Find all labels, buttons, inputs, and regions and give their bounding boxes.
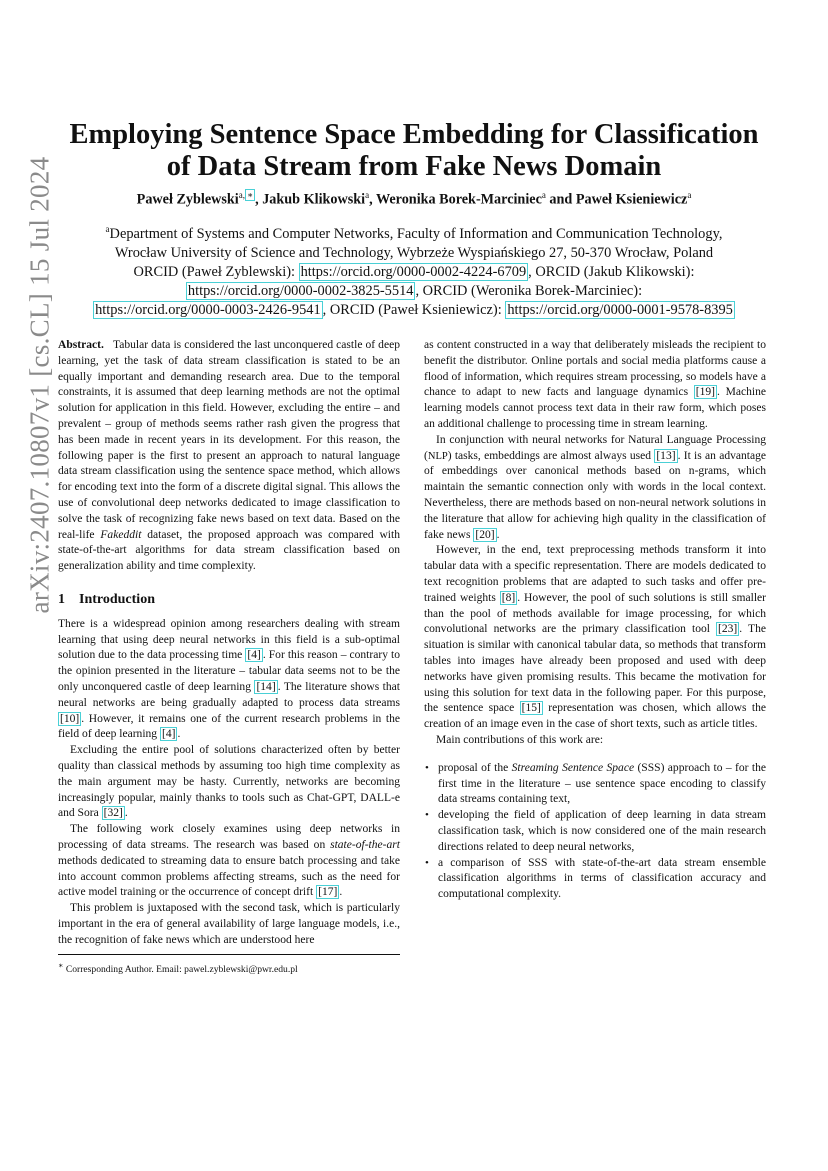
list-item: • proposal of the Streaming Sentence Space (SSS) approach to – for the first time in the literature – use sentence space encoding to classify data streams containing text, xyxy=(425,761,766,806)
contributions-list xyxy=(424,761,766,903)
body-paragraph: However, in the end, text preprocessing methods transform it into tabular data with a specific representation. There are models dedicated to text recognition problems that are adapted to such tasks and offer pre-trained weights [8] . However, the pool of such solutions is still smaller than the pool of methods available for image processing, for which convolutional networks are the primary classification tool [23] . The situation is similar with canonical tabular data, so methods that transform tables into images have already been proposed and used with deep networks have given promising results. This became the motivation for using this solution for text data in the following paper. For this purpose, the sentence space [15] representation was chosen, which allows the creation of an image even in the case of short texts, such as article titles. xyxy=(424,544,766,731)
orcid-link-zyblewski[interactable]: https://orcid.org/0000-0002-4224-6709 xyxy=(300,263,527,280)
citation-link[interactable]: [19] xyxy=(695,386,716,399)
author-name: and Paweł Ksieniewicz xyxy=(545,191,688,208)
orcid-link-borek-marciniec[interactable]: https://orcid.org/0000-0003-2426-9541 xyxy=(95,301,321,318)
orcid-link-klikowski[interactable]: https://orcid.org/0000-0002-3825-5514 xyxy=(187,282,414,299)
orcid-link-ksieniewicz[interactable]: https://orcid.org/0000-0001-9578-8395 xyxy=(507,301,733,318)
arxiv-identifier-text: arXiv:2407.10807v1 [cs.CL] 15 Jul 2024 xyxy=(24,156,55,614)
footnote: ∗ Corresponding Author. Email: pawel.zyblewski@pwr.edu.pl xyxy=(58,961,298,976)
citation-link[interactable]: [4] xyxy=(161,728,176,741)
paper-title xyxy=(40,119,788,183)
author-name: Paweł Zyblewski xyxy=(136,191,239,208)
orcid-label: ORCID (Paweł Zyblewski): xyxy=(133,263,299,280)
orcid-label: , ORCID (Paweł Ksieniewicz): xyxy=(322,301,506,318)
left-column xyxy=(58,338,400,948)
list-item: • developing the field of application of deep learning in data stream classification task, which is now considered one of the main research directions related to deep neural networks, xyxy=(425,809,766,853)
body-paragraph: as content constructed in a way that deliberately misleads the recipient to benefit the distributor. Online portals and social media platforms cause a flood of information, which requires stream processing, so models have a chance to adapt to new facts and language dynamics [19] . Machine learning models cannot process text data in their raw form, which poses an additional challenge to processing time in stream learning. xyxy=(424,339,766,430)
citation-link[interactable]: [10] xyxy=(60,712,80,725)
citation-link[interactable]: [13] xyxy=(656,449,676,462)
citation-link[interactable]: [32] xyxy=(103,807,123,820)
title-line-2: of Data Stream from Fake News Domain xyxy=(166,151,662,182)
citation-link[interactable]: [15] xyxy=(521,702,541,715)
abstract-label: Abstract. xyxy=(58,339,104,351)
arxiv-identifier xyxy=(20,156,60,614)
footnote-rule xyxy=(58,954,400,955)
citation-link[interactable]: [14] xyxy=(256,680,276,693)
author-affil-mark: a xyxy=(687,190,692,200)
orcid-label: , ORCID (Jakub Klikowski): xyxy=(528,263,695,280)
section-heading: 1 Introduction xyxy=(58,591,155,607)
list-item: • a comparison of SSS with state-of-the-art data stream ensemble classification algorithms in terms of classification accuracy and computational complexity. xyxy=(425,856,766,901)
citation-link[interactable]: [4] xyxy=(247,649,261,662)
affil-line-2: Wrocław University of Science and Technology, Wybrzeże Wyspiańskiego 27, 50-370 Wrocław, Poland xyxy=(114,244,714,261)
citation-link[interactable]: [8] xyxy=(501,591,516,604)
author-affil-mark: a xyxy=(365,190,370,200)
abstract: Abstract. Tabular data is considered the last unconquered castle of deep learning, yet the task of data stream classification is stated to be an equally important and demanding research area. Due to the temporal constraints, it is assumed that deep learning methods are not the optimal solution for application in this field. However, excluding the entire – and prevalent – group of methods seems rather rash given the progress that has been made in recent years in its development. For this reason, the following paper is the first to present an approach to natural language data stream classification using the sentence space method, which allows for encoding text into the form of a discrete digital signal. This allows the use of convolutional deep networks dedicated to image classification to solve the task of recognizing fake news based on text data. Based on the real-life Fakeddit dataset, the proposed approach was compared with state-of-the-art algorithms for data stream classification based on generalization ability and time complexity. xyxy=(58,339,400,573)
intro-paragraph: This problem is juxtaposed with the second task, which is particularly important in the era of general availability of large language models, i.e., the recognition of fake news which are understood here xyxy=(58,902,400,946)
intro-paragraph: There is a widespread opinion among researchers dealing with stream learning that using deep neural networks in this field is a sub-optimal solution due to the data processing time [4] . For this reason – contrary to the opinion presented in the literature – tabular data seems not to be the only unconquered castle of deep learning [14] . The literature shows that neural networks are being gradually adapted to process data streams [10] . However, it remains one of the current research problems in the field of deep learning [4] . xyxy=(58,617,400,741)
author-affil-mark: a, ∗ xyxy=(238,190,254,200)
author-name: , Jakub Klikowski xyxy=(255,191,366,208)
citation-link[interactable]: [20] xyxy=(475,528,495,541)
author-affil-mark: a xyxy=(541,190,546,200)
orcid-label: , ORCID (Weronika Borek-Marciniec): xyxy=(415,282,643,299)
intro-paragraph: The following work closely examines using deep networks in processing of data streams. The research was based on state-of-the-art methods dedicated to streaming data to ensure batch processing and take into account common problems affecting streams, such as the need for active model training or the occurrence of concept drift [17] . xyxy=(58,823,400,899)
body-paragraph: In conjunction with neural networks for Natural Language Processing (NLP) tasks, embeddings are almost always used [13] . It is an advantage of embeddings over canonical methods based on n-grams, which maintain the semantic connection only with words in the local context. Nevertheless, there are methods based on non-neural network solutions in the literature that allow for achieving high quality in the classification of fake news [20] . xyxy=(424,433,766,541)
author-list xyxy=(40,190,788,209)
citation-link[interactable]: [17] xyxy=(318,886,338,899)
right-column xyxy=(424,338,766,903)
affiliation xyxy=(40,220,788,320)
citation-link[interactable]: [23] xyxy=(718,623,738,636)
affil-line-1: Department of Systems and Computer Networks, Faculty of Information and Communication Technology, xyxy=(109,225,723,242)
corresponding-author-link[interactable]: ∗ xyxy=(246,190,254,200)
title-line-1: Employing Sentence Space Embedding for Classification xyxy=(69,119,759,150)
author-name: , Weronika Borek-Marciniec xyxy=(369,191,542,208)
intro-paragraph: Excluding the entire pool of solutions characterized often by better quality than classical methods by assuming too high time complexity as the main argument may be hasty. Currently, networks are becoming increasingly popular, mainly thanks to tools such as Chat-GPT, DALL-e and Sora [32] . xyxy=(58,744,400,820)
body-paragraph: Main contributions of this work are: xyxy=(436,733,604,746)
affil-mark: a xyxy=(105,224,110,234)
